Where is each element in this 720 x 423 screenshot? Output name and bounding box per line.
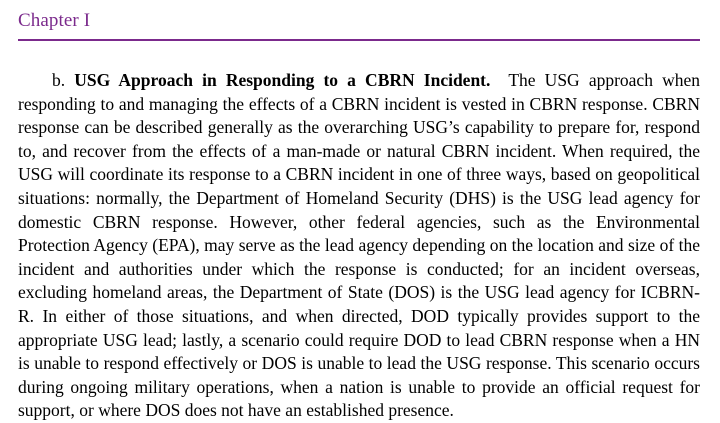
paragraph-body: The USG approach when responding to and managing the effects of a CBRN incident is vested in CBRN response. CBRN response can be described generally as the overarching USG’s capability to prepare for, respond to, and recover from the effects of a man-made or natural CBRN incident. When required, the USG will coordinate its response to a CBRN incident in one of three ways, based on geopolitical situations: normally, the Department of Homeland Security (DHS) is the USG lead agency for domestic CBRN response. However, other federal agencies, such as the Environmental Protection Agency (EPA), may serve as the lead agency depending on the location and size of the incident and authorities under which the response is conducted; for an incident overseas, excluding homeland areas, the Department of State (DOS) is the USG lead agency for ICBRN-R. In either of those situations, and when directed, DOD typically provides support to the appropriate USG lead; lastly, a scenario could require DOD to lead CBRN response when a HN is unable to respond effectively or DOS is unable to lead the USG response. This scenario occurs during ongoing military operations, when a nation is unable to provide an official request for support, or where DOS does not have an established presence. (18, 70, 700, 421)
header-divider (18, 39, 700, 41)
paragraph-heading: USG Approach in Responding to a CBRN Incident. (74, 70, 491, 90)
page-header (18, 9, 700, 41)
chapter-title: Chapter I (18, 10, 91, 31)
paragraph-b (18, 69, 700, 423)
paragraph-number: b. (52, 70, 66, 90)
